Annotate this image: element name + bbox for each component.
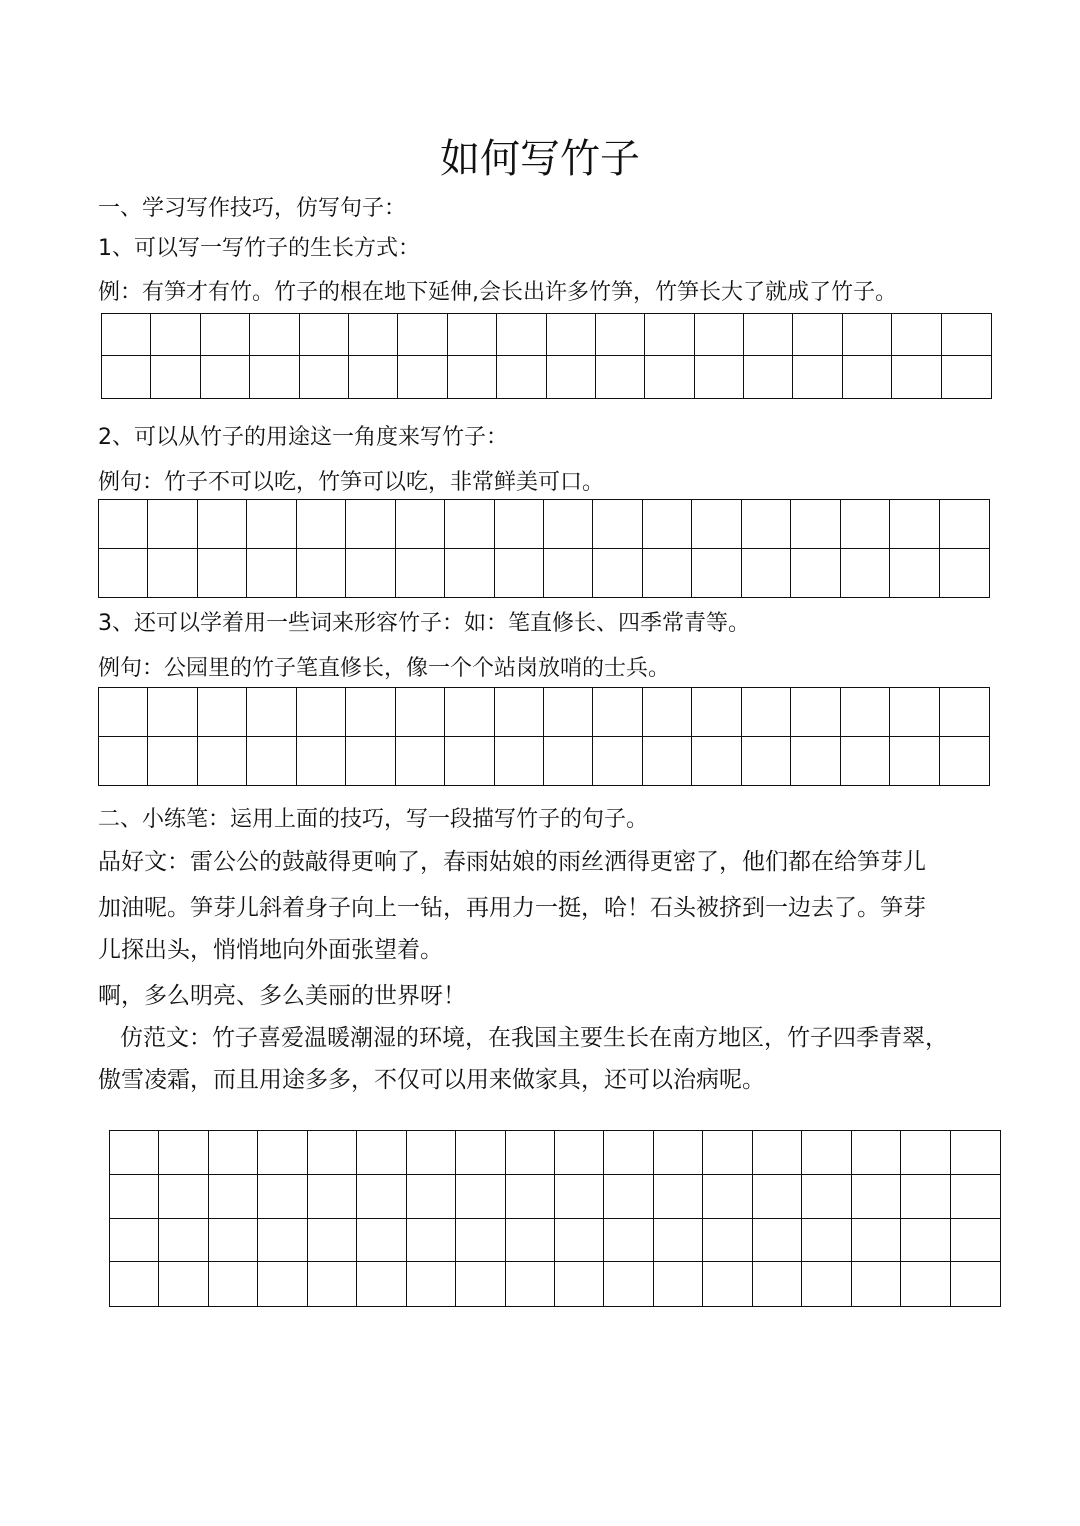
grid-cell[interactable]: [703, 1262, 752, 1306]
grid-cell[interactable]: [297, 549, 346, 598]
grid-cell[interactable]: [802, 1131, 851, 1175]
grid-cell[interactable]: [357, 1131, 406, 1175]
grid-cell[interactable]: [940, 737, 989, 786]
grid-cell[interactable]: [357, 1219, 406, 1263]
grid-cell[interactable]: [753, 1131, 802, 1175]
grid-cell[interactable]: [643, 688, 692, 737]
grid-cell[interactable]: [308, 1175, 357, 1219]
grid-cell[interactable]: [445, 688, 494, 737]
grid-cell[interactable]: [951, 1219, 1000, 1263]
grid-cell[interactable]: [791, 500, 840, 549]
grid-cell[interactable]: [901, 1175, 950, 1219]
grid-cell[interactable]: [357, 1175, 406, 1219]
grid-cell[interactable]: [497, 314, 546, 356]
grid-cell[interactable]: [357, 1262, 406, 1306]
grid-cell[interactable]: [247, 737, 296, 786]
grid-cell[interactable]: [604, 1219, 653, 1263]
grid-cell[interactable]: [940, 688, 989, 737]
grid-cell[interactable]: [555, 1131, 604, 1175]
grid-cell[interactable]: [349, 314, 398, 356]
grid-cell[interactable]: [753, 1175, 802, 1219]
grid-cell[interactable]: [456, 1262, 505, 1306]
item2-label: 2、可以从竹子的用途这一角度来写竹子：: [98, 425, 508, 450]
grid-cell[interactable]: [198, 549, 247, 598]
grid-cell[interactable]: [247, 549, 296, 598]
grid-cell[interactable]: [841, 549, 890, 598]
grid-cell[interactable]: [110, 1262, 159, 1306]
grid-cell[interactable]: [742, 549, 791, 598]
grid-cell[interactable]: [555, 1175, 604, 1219]
grid-cell[interactable]: [506, 1131, 555, 1175]
grid-cell[interactable]: [148, 737, 197, 786]
grid-cell[interactable]: [495, 549, 544, 598]
grid-cell[interactable]: [841, 737, 890, 786]
grid-cell[interactable]: [604, 1131, 653, 1175]
grid-cell[interactable]: [604, 1262, 653, 1306]
grid-cell[interactable]: [793, 356, 842, 398]
grid-cell[interactable]: [593, 737, 642, 786]
grid-cell[interactable]: [151, 314, 200, 356]
grid-cell[interactable]: [654, 1262, 703, 1306]
grid-cell[interactable]: [445, 549, 494, 598]
grid-cell[interactable]: [497, 356, 546, 398]
item3-example: 例句：公园里的竹子笔直修长，像一个个站岗放哨的士兵。: [98, 656, 671, 681]
grid-cell[interactable]: [643, 549, 692, 598]
grid-cell[interactable]: [151, 356, 200, 398]
grid-cell[interactable]: [791, 737, 840, 786]
grid-cell[interactable]: [407, 1219, 456, 1263]
grid-cell[interactable]: [547, 314, 596, 356]
grid-cell[interactable]: [890, 500, 939, 549]
good-text-line: 儿探出头，悄悄地向外面张望着。: [98, 937, 443, 963]
grid-cell[interactable]: [692, 549, 741, 598]
grid-cell[interactable]: [110, 1175, 159, 1219]
grid-cell[interactable]: [742, 737, 791, 786]
grid-cell[interactable]: [99, 500, 148, 549]
grid-cell[interactable]: [645, 356, 694, 398]
grid-cell[interactable]: [159, 1219, 208, 1263]
grid-cell[interactable]: [148, 549, 197, 598]
grid-cell[interactable]: [654, 1219, 703, 1263]
grid-cell[interactable]: [495, 688, 544, 737]
grid-cell[interactable]: [547, 356, 596, 398]
grid-cell[interactable]: [892, 314, 941, 356]
grid-cell[interactable]: [308, 1131, 357, 1175]
grid-cell[interactable]: [250, 356, 299, 398]
item1-label: 1、可以写一写竹子的生长方式：: [98, 236, 420, 261]
grid-cell[interactable]: [890, 549, 939, 598]
grid-cell[interactable]: [596, 314, 645, 356]
grid-cell[interactable]: [300, 356, 349, 398]
grid-cell[interactable]: [744, 356, 793, 398]
grid-cell[interactable]: [744, 314, 793, 356]
item2-example: 例句：竹子不可以吃，竹笋可以吃，非常鲜美可口。: [98, 470, 605, 495]
grid-cell[interactable]: [703, 1131, 752, 1175]
grid-cell[interactable]: [396, 549, 445, 598]
grid-cell[interactable]: [396, 737, 445, 786]
grid-cell[interactable]: [753, 1219, 802, 1263]
grid-cell[interactable]: [99, 737, 148, 786]
grid-cell[interactable]: [544, 688, 593, 737]
grid-cell[interactable]: [703, 1175, 752, 1219]
grid-cell[interactable]: [852, 1219, 901, 1263]
writing-grid-3[interactable]: [98, 687, 990, 786]
grid-cell[interactable]: [398, 356, 447, 398]
model-text-line: 傲雪凌霜，而且用途多多，不仅可以用来做家具，还可以治病呢。: [98, 1067, 765, 1093]
grid-cell[interactable]: [300, 314, 349, 356]
grid-cell[interactable]: [159, 1262, 208, 1306]
grid-cell[interactable]: [852, 1262, 901, 1306]
grid-cell[interactable]: [209, 1262, 258, 1306]
grid-cell[interactable]: [942, 356, 991, 398]
grid-cell[interactable]: [456, 1219, 505, 1263]
grid-cell[interactable]: [198, 500, 247, 549]
grid-cell[interactable]: [495, 737, 544, 786]
grid-cell[interactable]: [852, 1131, 901, 1175]
model-text-line: 仿范文：竹子喜爱温暖潮湿的环境，在我国主要生长在南方地区，竹子四季青翠，: [120, 1025, 948, 1051]
grid-cell[interactable]: [852, 1175, 901, 1219]
grid-cell[interactable]: [110, 1131, 159, 1175]
grid-cell[interactable]: [892, 356, 941, 398]
grid-cell[interactable]: [456, 1131, 505, 1175]
grid-cell[interactable]: [901, 1131, 950, 1175]
grid-cell[interactable]: [445, 737, 494, 786]
grid-cell[interactable]: [148, 688, 197, 737]
grid-cell[interactable]: [250, 314, 299, 356]
good-text-line: 啊，多么明亮、多么美丽的世界呀！: [98, 983, 466, 1009]
item1-example: 例：有笋才有竹。竹子的根在地下延伸,会长出许多竹笋，竹笋长大了就成了竹子。: [98, 280, 897, 305]
grid-cell[interactable]: [742, 500, 791, 549]
grid-cell[interactable]: [940, 500, 989, 549]
grid-cell[interactable]: [247, 688, 296, 737]
grid-cell[interactable]: [258, 1262, 307, 1306]
grid-cell[interactable]: [841, 500, 890, 549]
grid-cell[interactable]: [407, 1175, 456, 1219]
grid-cell[interactable]: [841, 688, 890, 737]
grid-cell[interactable]: [110, 1219, 159, 1263]
grid-cell[interactable]: [654, 1131, 703, 1175]
grid-cell[interactable]: [209, 1131, 258, 1175]
grid-cell[interactable]: [407, 1262, 456, 1306]
grid-cell[interactable]: [448, 314, 497, 356]
grid-cell[interactable]: [951, 1175, 1000, 1219]
section1-heading: 一、学习写作技巧，仿写句子：: [98, 196, 407, 221]
grid-cell[interactable]: [297, 737, 346, 786]
grid-cell[interactable]: [802, 1262, 851, 1306]
grid-cell[interactable]: [99, 549, 148, 598]
grid-cell[interactable]: [99, 688, 148, 737]
grid-cell[interactable]: [495, 500, 544, 549]
grid-cell[interactable]: [940, 549, 989, 598]
grid-cell[interactable]: [456, 1175, 505, 1219]
grid-cell[interactable]: [643, 737, 692, 786]
grid-cell[interactable]: [793, 314, 842, 356]
grid-cell[interactable]: [407, 1131, 456, 1175]
grid-cell[interactable]: [346, 688, 395, 737]
grid-cell[interactable]: [102, 314, 151, 356]
grid-cell[interactable]: [506, 1262, 555, 1306]
grid-cell[interactable]: [506, 1219, 555, 1263]
grid-cell[interactable]: [544, 500, 593, 549]
grid-cell[interactable]: [396, 500, 445, 549]
grid-cell[interactable]: [544, 549, 593, 598]
grid-cell[interactable]: [258, 1219, 307, 1263]
grid-cell[interactable]: [942, 314, 991, 356]
grid-cell[interactable]: [308, 1219, 357, 1263]
grid-cell[interactable]: [544, 737, 593, 786]
grid-cell[interactable]: [346, 500, 395, 549]
grid-cell[interactable]: [159, 1131, 208, 1175]
grid-cell[interactable]: [604, 1175, 653, 1219]
grid-cell[interactable]: [209, 1175, 258, 1219]
grid-cell[interactable]: [901, 1219, 950, 1263]
grid-cell[interactable]: [901, 1262, 950, 1306]
grid-cell[interactable]: [802, 1175, 851, 1219]
grid-cell[interactable]: [247, 500, 296, 549]
grid-cell[interactable]: [654, 1175, 703, 1219]
grid-cell[interactable]: [692, 500, 741, 549]
section2-heading: 二、小练笔：运用上面的技巧，写一段描写竹子的句子。: [98, 807, 649, 832]
grid-cell[interactable]: [753, 1262, 802, 1306]
grid-cell[interactable]: [201, 314, 250, 356]
grid-cell[interactable]: [593, 688, 642, 737]
grid-cell[interactable]: [791, 549, 840, 598]
grid-cell[interactable]: [445, 500, 494, 549]
grid-cell[interactable]: [843, 356, 892, 398]
grid-cell[interactable]: [951, 1131, 1000, 1175]
grid-cell[interactable]: [297, 688, 346, 737]
grid-cell[interactable]: [555, 1219, 604, 1263]
grid-cell[interactable]: [396, 688, 445, 737]
writing-grid-4[interactable]: [109, 1130, 1001, 1307]
grid-cell[interactable]: [209, 1219, 258, 1263]
grid-cell[interactable]: [198, 737, 247, 786]
grid-cell[interactable]: [308, 1262, 357, 1306]
grid-cell[interactable]: [258, 1175, 307, 1219]
writing-grid-1[interactable]: [101, 313, 992, 399]
grid-cell[interactable]: [951, 1262, 1000, 1306]
grid-cell[interactable]: [703, 1219, 752, 1263]
grid-cell[interactable]: [890, 737, 939, 786]
grid-cell[interactable]: [596, 356, 645, 398]
grid-cell[interactable]: [201, 356, 250, 398]
grid-cell[interactable]: [398, 314, 447, 356]
grid-cell[interactable]: [346, 737, 395, 786]
page-title: 如何写竹子: [440, 136, 640, 182]
grid-cell[interactable]: [645, 314, 694, 356]
grid-cell[interactable]: [448, 356, 497, 398]
grid-cell[interactable]: [258, 1131, 307, 1175]
grid-cell[interactable]: [506, 1175, 555, 1219]
grid-cell[interactable]: [593, 500, 642, 549]
good-text-line: 加油呢。笋芽儿斜着身子向上一钻，再用力一挺，哈！石头被挤到一边去了。笋芽: [98, 895, 926, 921]
grid-cell[interactable]: [593, 549, 642, 598]
grid-cell[interactable]: [297, 500, 346, 549]
grid-cell[interactable]: [695, 356, 744, 398]
grid-cell[interactable]: [695, 314, 744, 356]
grid-cell[interactable]: [159, 1175, 208, 1219]
grid-cell[interactable]: [198, 688, 247, 737]
grid-cell[interactable]: [791, 688, 840, 737]
item3-label: 3、还可以学着用一些词来形容竹子：如：笔直修长、四季常青等。: [98, 611, 750, 636]
grid-cell[interactable]: [742, 688, 791, 737]
grid-cell[interactable]: [692, 688, 741, 737]
grid-cell[interactable]: [802, 1219, 851, 1263]
grid-cell[interactable]: [555, 1262, 604, 1306]
writing-grid-2[interactable]: [98, 499, 990, 598]
grid-cell[interactable]: [692, 737, 741, 786]
grid-cell[interactable]: [102, 356, 151, 398]
good-text-line: 品好文：雷公公的鼓敲得更响了，春雨姑娘的雨丝洒得更密了，他们都在给笋芽儿: [98, 849, 926, 875]
grid-cell[interactable]: [890, 688, 939, 737]
grid-cell[interactable]: [148, 500, 197, 549]
grid-cell[interactable]: [346, 549, 395, 598]
grid-cell[interactable]: [349, 356, 398, 398]
grid-cell[interactable]: [843, 314, 892, 356]
grid-cell[interactable]: [643, 500, 692, 549]
